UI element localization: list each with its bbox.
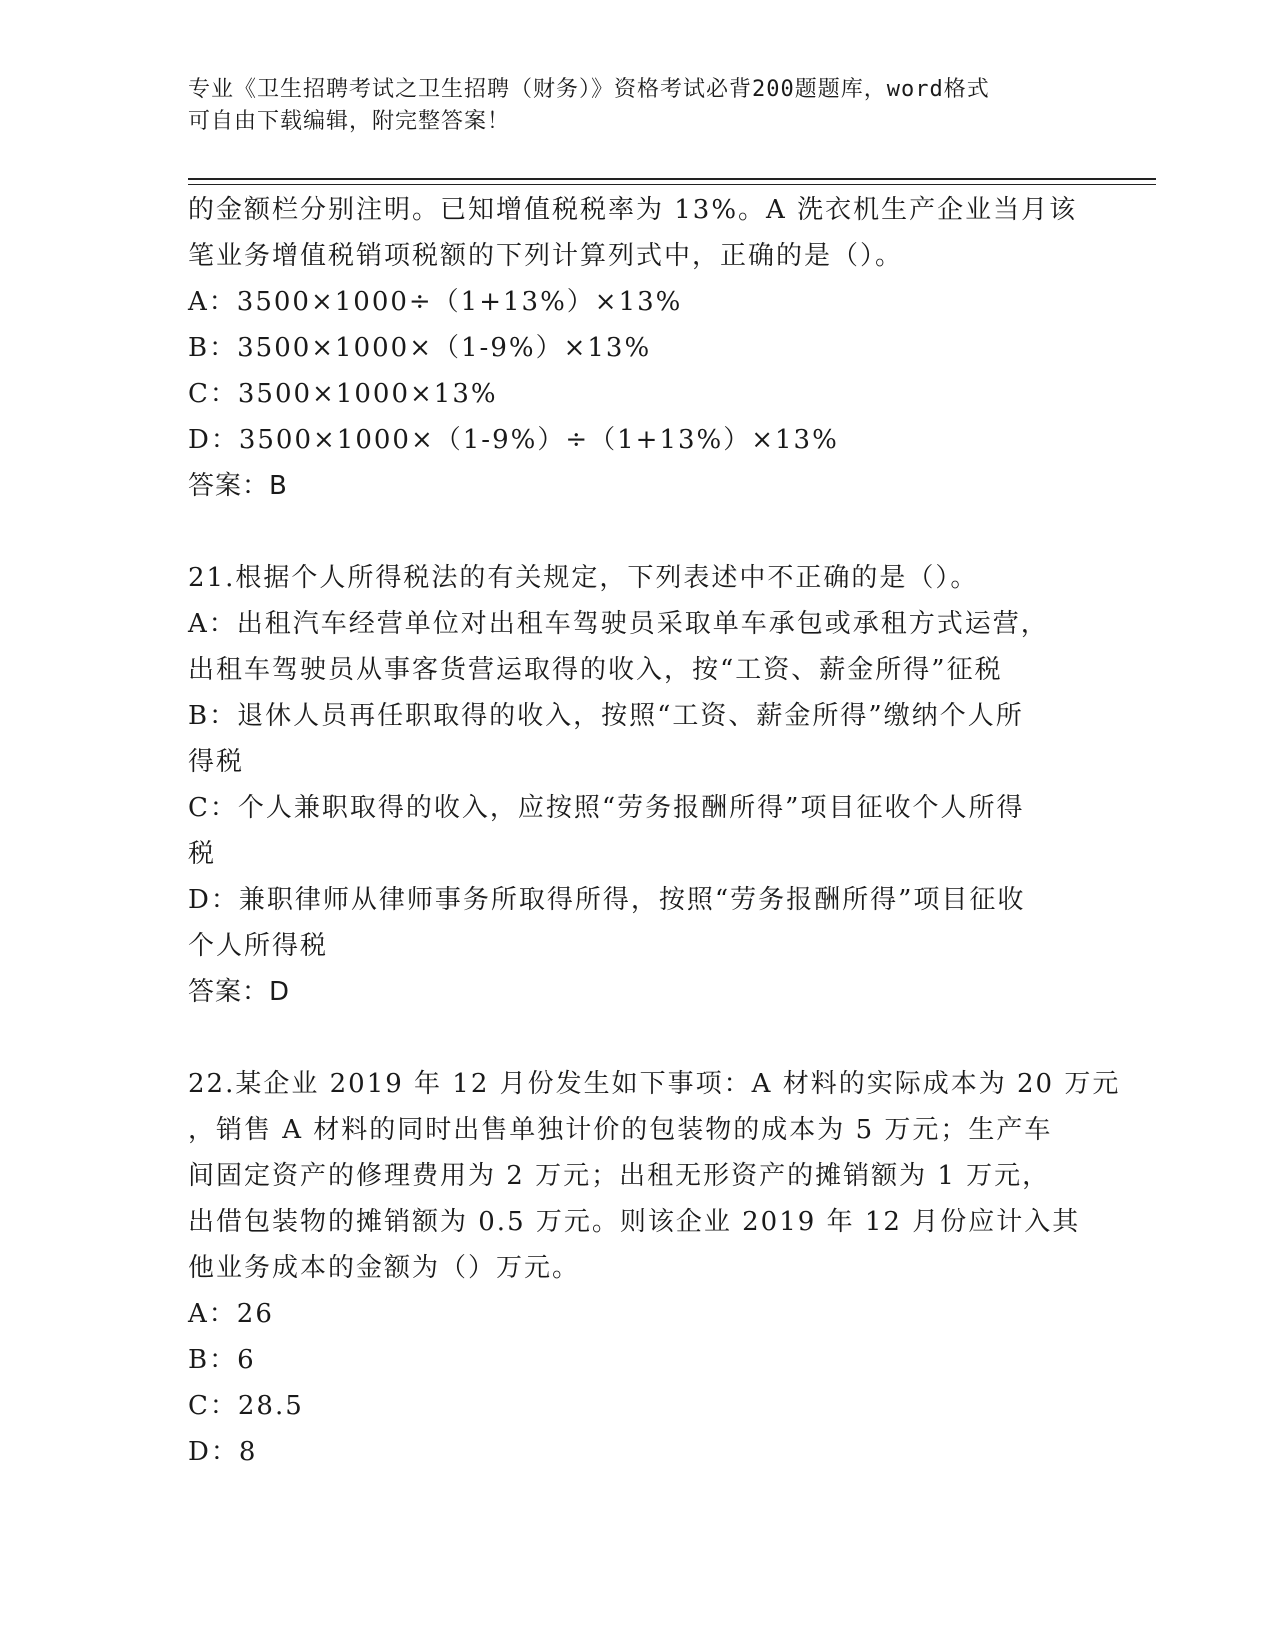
- question-21-option-a-line-1: A：出租汽车经营单位对出租车驾驶员采取单车承包或承租方式运营，: [188, 609, 1049, 639]
- question-22-stem-line-2: ，销售 A 材料的同时出售单独计价的包装物的成本为 5 万元；生产车: [188, 1115, 1053, 1145]
- question-22-option-c: C：28.5: [188, 1391, 304, 1421]
- question-22-option-a: A：26: [188, 1299, 274, 1329]
- document-header: [188, 74, 1068, 138]
- question-20-stem-line-1: 的金额栏分别注明。已知增值税税率为 13%。A 洗衣机生产企业当月该: [188, 195, 1078, 225]
- question-21-option-d-line-2: 个人所得税: [188, 931, 329, 961]
- header-title-line-2: 可自由下载编辑，附完整答案！: [188, 109, 511, 134]
- question-21-answer: 答案：D: [188, 977, 291, 1007]
- question-20-stem-line-2: 笔业务增值税销项税额的下列计算列式中，正确的是（）。: [188, 241, 904, 271]
- question-21-option-c-line-1: C：个人兼职取得的收入，应按照“劳务报酬所得”项目征收个人所得: [188, 793, 1025, 823]
- question-21-option-b-line-2: 得税: [188, 747, 245, 777]
- question-21-option-a-line-2: 出租车驾驶员从事客货营运取得的收入，按“工资、薪金所得”征税: [188, 655, 1003, 685]
- question-22-stem-line-5: 他业务成本的金额为（）万元。: [188, 1253, 581, 1283]
- header-title-line-1: 专业《卫生招聘考试之卫生招聘（财务）》资格考试必背200题题库，word格式: [188, 77, 990, 102]
- question-20-answer: 答案：B: [188, 471, 288, 501]
- question-22-stem-line-4: 出借包装物的摊销额为 0.5 万元。则该企业 2019 年 12 月份应计入其: [188, 1207, 1081, 1237]
- question-21-option-d-line-1: D：兼职律师从律师事务所取得所得，按照“劳务报酬所得”项目征收: [188, 885, 1026, 915]
- spacer: [188, 509, 1088, 555]
- question-22-option-b: B：6: [188, 1345, 256, 1375]
- header-rule-thin: [188, 184, 1156, 185]
- question-20: [188, 187, 1088, 509]
- question-21-option-c-line-2: 税: [188, 839, 217, 869]
- question-22-stem-line-3: 间固定资产的修理费用为 2 万元；出租无形资产的摊销额为 1 万元，: [188, 1161, 1051, 1191]
- question-22-option-d: D：8: [188, 1437, 258, 1467]
- question-22: [188, 1061, 1121, 1475]
- question-21: [188, 555, 1088, 1015]
- question-21-stem: 21.根据个人所得税法的有关规定，下列表述中不正确的是（）。: [188, 563, 979, 593]
- document-body: [188, 187, 1121, 1475]
- question-22-stem-line-1: 22.某企业 2019 年 12 月份发生如下事项：A 材料的实际成本为 20 万元: [188, 1069, 1121, 1099]
- header-rule-thick: [188, 178, 1156, 180]
- question-20-option-c: C：3500×1000×13%: [188, 379, 498, 409]
- question-20-option-a: A：3500×1000÷（1+13%）×13%: [188, 287, 683, 317]
- spacer: [188, 1015, 1088, 1061]
- question-21-option-b-line-1: B：退休人员再任职取得的收入，按照“工资、薪金所得”缴纳个人所: [188, 701, 1024, 731]
- question-20-option-d: D：3500×1000×（1-9%）÷（1+13%）×13%: [188, 425, 839, 455]
- question-20-option-b: B：3500×1000×（1-9%）×13%: [188, 333, 652, 363]
